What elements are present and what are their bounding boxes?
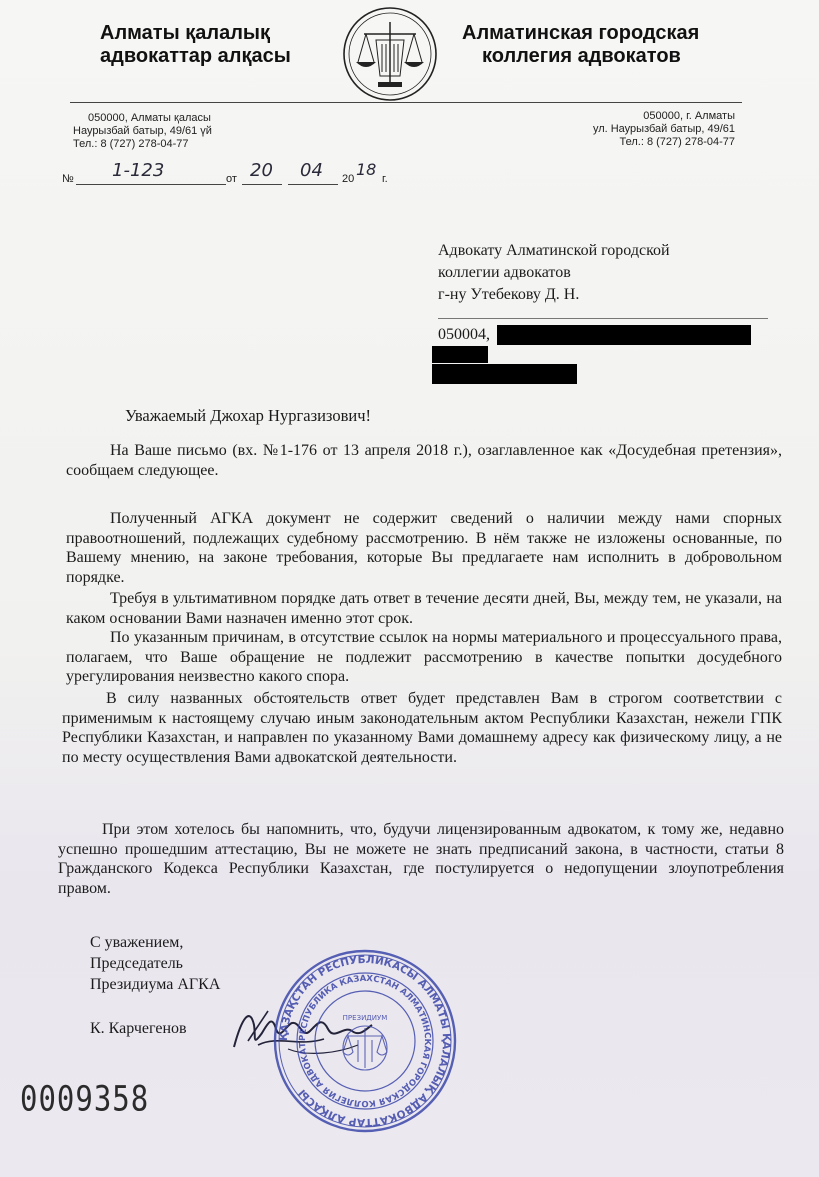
header-divider bbox=[70, 102, 742, 103]
left-org-title-line2: адвокаттар алқасы bbox=[100, 45, 291, 67]
left-org-title bbox=[100, 22, 330, 68]
body-paragraph: Полученный АГКА документ не содержит сведений о наличии между нами спорных правоотношений, подлежащих судебному рассмотрению. В нём также не изложены основанные, по Вашему мнению, на законе требования, которые Вы предлагаете нам исполнить в добровольном порядке. bbox=[66, 510, 782, 586]
left-address bbox=[73, 112, 323, 151]
registry-day: 20 bbox=[250, 160, 273, 181]
closing-line: С уважением, bbox=[90, 934, 184, 951]
body-paragraph: При этом хотелось бы напомнить, что, будучи лицензированным адвокатом, к тому же, недавно успешно прошедшим аттестацию, Вы не можете не знать предписаний закона, в частности, статьи 8 Гражданского Кодекса Республики Казахстан, где постулируется о недопущении злоупотребления правом. bbox=[58, 821, 784, 897]
right-org-title-line1: Алматинская городская bbox=[462, 22, 700, 44]
official-stamp bbox=[272, 948, 458, 1134]
right-address-line: ул. Наурызбай батыр, 49/61 bbox=[592, 123, 735, 135]
redacted-address-line2 bbox=[432, 346, 488, 363]
recipient-line: г-ну Утебекову Д. Н. bbox=[438, 286, 580, 303]
right-address-line: 050000, г. Алматы bbox=[643, 110, 735, 122]
registry-date-label: от bbox=[226, 173, 237, 185]
recipient-line: Адвокату Алматинской городской bbox=[438, 242, 670, 259]
recipient-block bbox=[438, 240, 778, 306]
serial-number: 0009358 bbox=[20, 1078, 150, 1119]
body-paragraph: В силу названных обстоятельств ответ будет представлен Вам в строгом соответствии с применимым к настоящему случаю иным законодательным актом Республики Казахстан, нежели ГПК Республики Казахстан, и направлен по указанному Вами домашнему адресу как физическому лицу, а не по месту осуществления Вами адвокатской деятельности. bbox=[62, 690, 782, 766]
recipient-divider bbox=[438, 318, 768, 319]
registry-year-end: г. bbox=[382, 173, 388, 185]
recipient-line: коллегии адвокатов bbox=[438, 264, 571, 281]
redacted-address-line1 bbox=[497, 325, 751, 345]
body-paragraph: Требуя в ультимативном порядке дать ответ в течение десяти дней, Вы, между тем, не указали, на каком основании Вами назначен именно этот срок. bbox=[66, 590, 782, 627]
body-paragraph: На Ваше письмо (вх. №1-176 от 13 апреля 2018 г.), озаглавленное как «Досудебная претензия», сообщаем следующее. bbox=[66, 442, 782, 479]
body-paragraph: По указанным причинам, в отсутствие ссылок на нормы материального и процессуального права, полагаем, что Ваше обращение не подлежит рассмотрению в качестве попытки досудебного урегулирования неизвестно какого спора. bbox=[66, 629, 782, 685]
recipient-postcode: 050004, bbox=[438, 326, 490, 343]
registry-number-label: № bbox=[62, 173, 74, 185]
left-org-title-line1: Алматы қалалық bbox=[100, 22, 270, 44]
redacted-address-line3 bbox=[432, 364, 577, 384]
right-org-title bbox=[462, 22, 732, 68]
closing-line: Президиума АГКА bbox=[90, 976, 221, 993]
right-address bbox=[500, 110, 735, 149]
stamp-emblem bbox=[343, 1026, 387, 1070]
stamp-outer-text: ҚАЗАҚСТАН РЕСПУБЛИКАСЫ АЛМАТЫ ҚАЛАЛЫҚ АДВОКАТТАР АЛҚАСЫ bbox=[277, 953, 453, 1129]
registry-year-suffix: 18 bbox=[356, 160, 377, 179]
left-address-line: 050000, Алматы қаласы bbox=[88, 112, 211, 124]
registry-number-value: 1-123 bbox=[112, 160, 165, 181]
right-address-line: Тел.: 8 (727) 278-04-77 bbox=[619, 136, 735, 148]
stamp-inner-text: РЕСПУБЛИКА КАЗАХСТАН АЛМАТИНСКАЯ ГОРОДСКАЯ КОЛЛЕГИЯ АДВОКАТ bbox=[297, 973, 433, 1109]
registry-line bbox=[62, 160, 402, 190]
registry-year-prefix: 20 bbox=[342, 173, 355, 185]
registry-day-underline bbox=[242, 184, 282, 185]
stamp-center-text: ПРЕЗИДИУМ bbox=[342, 1014, 388, 1022]
closing-line: Председатель bbox=[90, 955, 183, 972]
signer-name: К. Карчегенов bbox=[90, 1020, 187, 1037]
registry-month-underline bbox=[288, 184, 338, 185]
right-org-title-line2: коллегия адвокатов bbox=[482, 45, 681, 67]
greeting: Уважаемый Джохар Нургазизович! bbox=[125, 406, 372, 425]
registry-number-underline bbox=[76, 184, 226, 185]
left-address-line: Наурызбай батыр, 49/61 үй bbox=[73, 125, 212, 137]
left-address-line: Тел.: 8 (727) 278-04-77 bbox=[73, 138, 189, 150]
organization-logo bbox=[340, 4, 440, 104]
registry-month: 04 bbox=[300, 160, 323, 181]
